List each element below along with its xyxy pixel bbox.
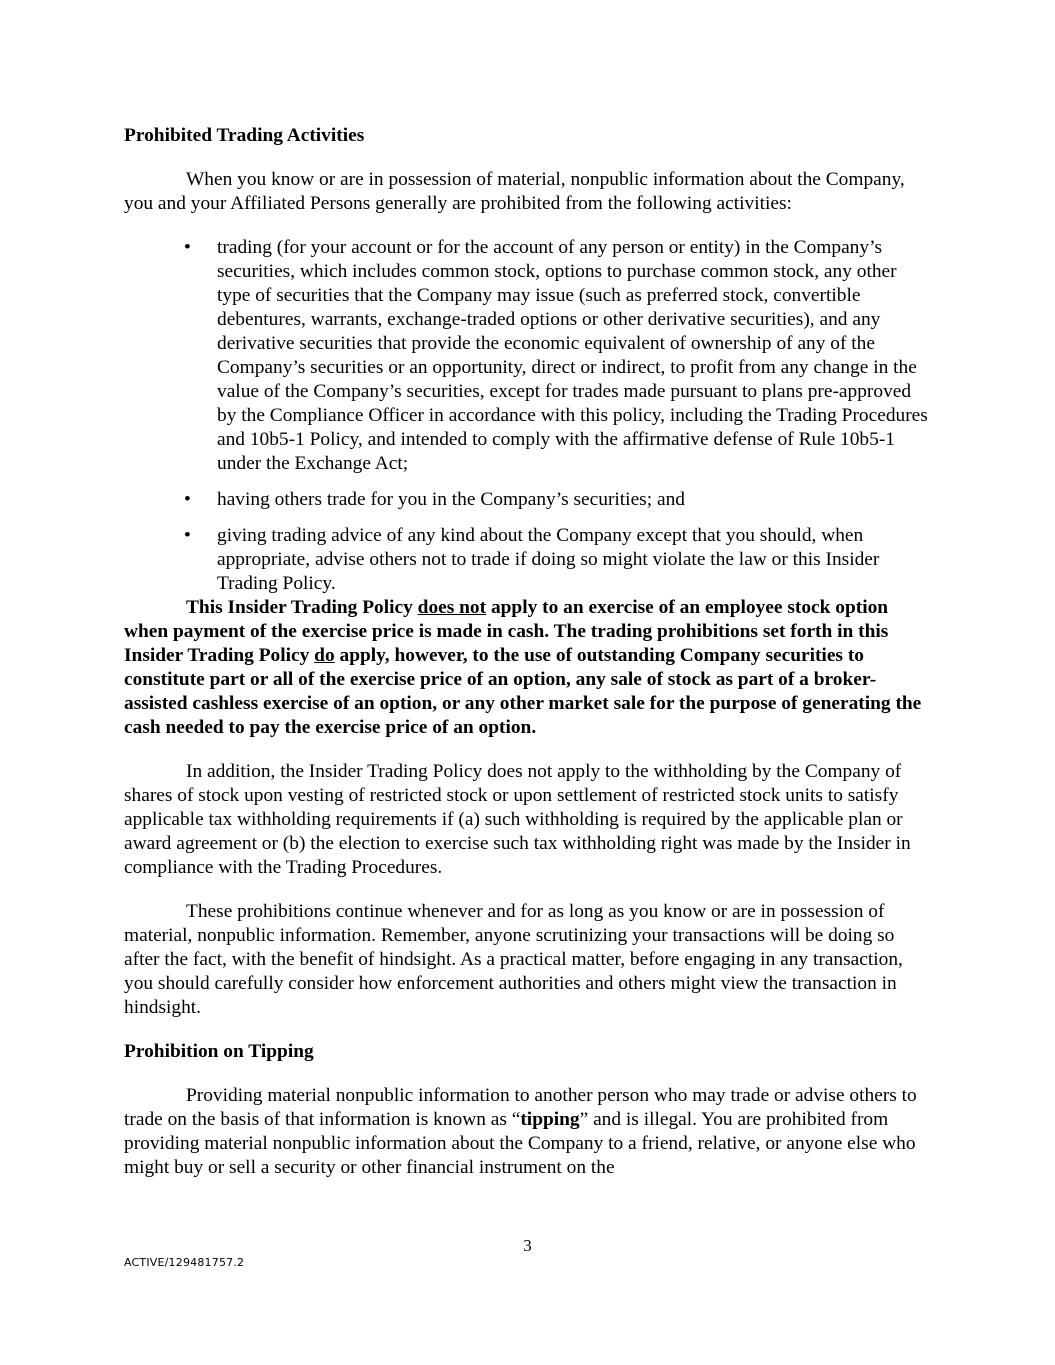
text-segment: This Insider Trading Policy [186,597,418,618]
list-item [184,236,932,476]
bold-term-tipping: tipping [520,1109,580,1130]
text-segment: ” and is illegal. You are prohibited from providing material nonpublic information about the Company to a friend, relative, or anyone else who might buy or sell a security or other financial instrument on the [124,1109,916,1178]
heading-prohibited-trading-activities: Prohibited Trading Activities [124,125,365,146]
text-segment: apply, however, to the use of outstanding Company securities to constitute part or all of the exercise price of an option, any sale of stock as part of a broker-assisted cashless exercise of an option, or any other market sale for the purpose of generating the cash needed to pay the exercise price of an option. [124,645,922,738]
paragraph-tipping [124,1084,932,1180]
text-segment: Providing material nonpublic information to another person who may trade or advise others to trade on the basis of that information is known as “ [124,1085,917,1130]
list-item [184,488,932,512]
bullet-icon: • [184,489,191,510]
paragraph-tax-withholding: In addition, the Insider Trading Policy does not apply to the withholding by the Company of shares of stock upon vesting of restricted stock or upon settlement of restricted stock units to satisfy applicable tax withholding requirements if (a) such withholding is required by the applicable plan or award agreement or (b) the election to exercise such tax withholding right was made by the Insider in compliance with the Trading Procedures. [124,761,911,878]
paragraph-intro: When you know or are in possession of material, nonpublic information about the Company, you and your Affiliated Persons generally are prohibited from the following activities: [124,169,905,214]
list-item [184,524,932,596]
text-segment: apply to an exercise of an employee stock option when payment of the exercise price is made in cash. The trading prohibitions set forth in this Insider Trading Policy [124,597,889,666]
paragraph-prohibitions-continue: These prohibitions continue whenever and for as long as you know or are in possession of material, nonpublic information. Remember, anyone scrutinizing your transactions will be doing so after the fact, with the benefit of hindsight. As a practical matter, before engaging in any transaction, you should carefully consider how enforcement authorities and others might view the transaction in hindsight. [124,901,903,1018]
bullet-icon: • [184,525,191,546]
document-page [124,124,932,1180]
list-item-text: giving trading advice of any kind about the Company except that you should, when appropriate, advise others not to trade if doing so might violate the law or this Insider Trading Policy. [217,525,880,594]
document-id: ACTIVE/129481757.2 [124,1256,245,1269]
paragraph-option-exercise-exception [124,596,932,740]
bullet-list-prohibited-activities [124,236,932,596]
heading-prohibition-on-tipping: Prohibition on Tipping [124,1041,314,1062]
list-item-text: trading (for your account or for the account of any person or entity) in the Company’s securities, which includes common stock, options to purchase common stock, any other type of securities that the Company may issue (such as preferred stock, convertible debentures, warrants, exchange-traded options or other derivative securities), and any derivative securities that provide the economic equivalent of ownership of any of the Company’s securities or an opportunity, direct or indirect, to profit from any change in the value of the Company’s securities, except for trades made pursuant to plans pre-approved by the Compliance Officer in accordance with this policy, including the Trading Procedures and 10b5-1 Policy, and intended to comply with the affirmative defense of Rule 10b5-1 under the Exchange Act; [217,237,928,474]
underlined-do: do [314,645,335,666]
underlined-does-not: does not [417,597,487,618]
list-item-text: having others trade for you in the Company’s securities; and [217,489,685,510]
bullet-icon: • [184,237,191,258]
page-number: 3 [523,1236,532,1255]
